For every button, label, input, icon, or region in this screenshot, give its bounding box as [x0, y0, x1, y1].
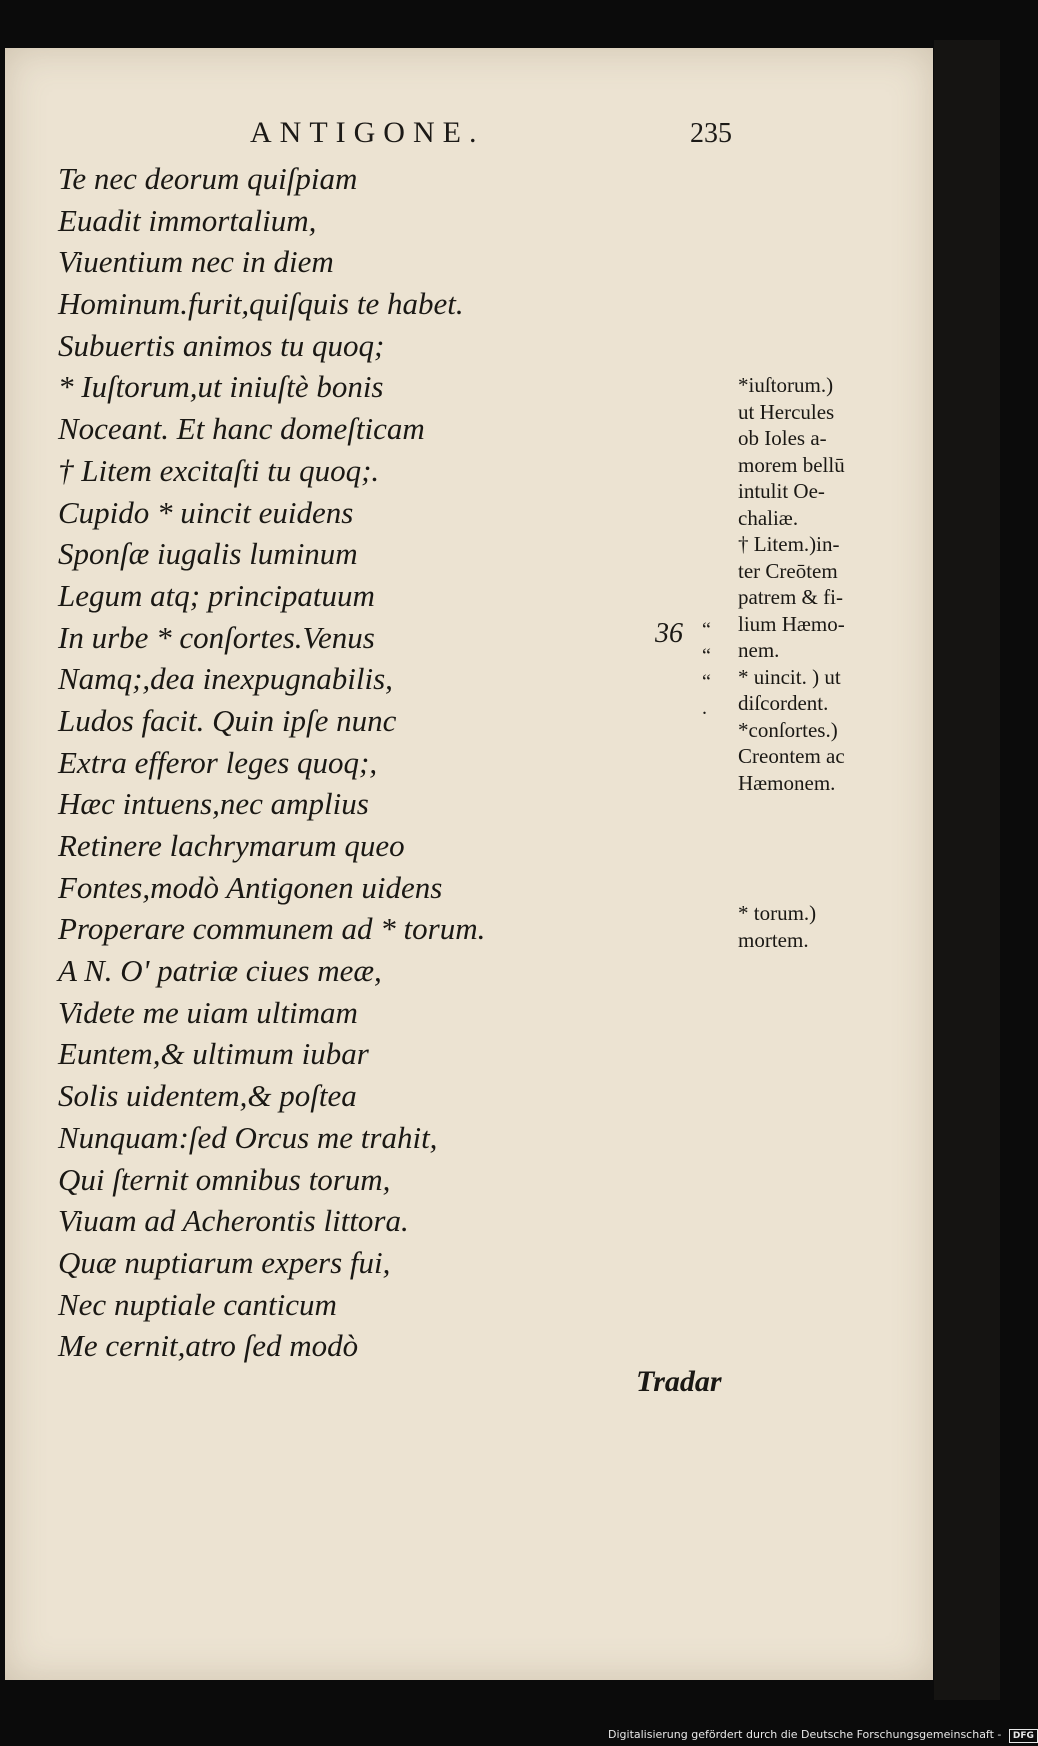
quote-mark: “: [702, 619, 711, 641]
marginal-notes-lower: [738, 900, 816, 954]
verse-line: Viuam ad Acherontis littora.: [58, 1203, 409, 1239]
verse-line: Solis uidentem,& poſtea: [58, 1078, 357, 1114]
quote-mark: .: [702, 697, 707, 719]
note-line: Hæmonem.: [738, 770, 836, 795]
marginal-notes: [738, 372, 845, 796]
verse-line: Hæc intuens,nec amplius: [58, 786, 369, 822]
verse-line: In urbe * conſortes.Venus: [58, 619, 375, 655]
verse-line: Subuertis animos tu quoq;: [58, 327, 385, 363]
verse-line: Videte me uiam ultimam: [58, 994, 358, 1030]
verse-line: Sponſæ iugalis luminum: [58, 536, 358, 572]
verse-line: Ludos facit. Quin ipſe nunc: [58, 702, 397, 738]
quote-mark: “: [702, 671, 711, 693]
note-line: chaliæ.: [738, 505, 799, 530]
verse-line: Euntem,& ultimum iubar: [58, 1036, 369, 1072]
note-line: Creontem ac: [738, 744, 845, 768]
note-line: ut Hercules: [738, 399, 835, 424]
verse-line: * Iuſtorum,ut iniuſtè bonis: [58, 369, 384, 405]
note-line: lium Hæmo-: [738, 611, 845, 636]
note-line: patrem & fi-: [738, 585, 843, 609]
line-number: 36: [655, 618, 683, 649]
verse-line: Retinere lachrymarum queo: [58, 828, 405, 863]
verse-line: Quæ nuptiarum expers fui,: [58, 1244, 391, 1280]
note-line: * uincit. ) ut: [738, 664, 841, 689]
verse-line: Properare communem ad * torum.: [58, 911, 486, 947]
note-line: diſcordent.: [738, 691, 829, 715]
quote-mark: “: [702, 645, 711, 667]
running-head: ANTIGONE.: [250, 116, 485, 149]
verse-line: Noceant. Et hanc domeſticam: [58, 411, 425, 447]
verse-line: Euadit immortalium,: [58, 202, 317, 238]
note-line: ter Creōtem: [738, 558, 838, 583]
verse-line: Nunquam:ſed Orcus me trahit,: [58, 1119, 438, 1155]
verse-line: Qui ſternit omnibus torum,: [58, 1161, 391, 1197]
page-number: 235: [690, 118, 732, 149]
verse-text: [58, 158, 485, 1367]
verse-line: Nec nuptiale canticum: [58, 1286, 337, 1322]
credit-text: Digitalisierung gefördert durch die Deutsche Forschungsgemeinschaft -: [608, 1728, 1002, 1741]
note-line: † Litem.)in-: [738, 532, 840, 556]
verse-line: A N. O' patriæ ciues meæ,: [58, 953, 382, 989]
note-line: ob Ioles a-: [738, 426, 827, 450]
dfg-logo: DFG: [1009, 1729, 1038, 1743]
verse-line: Namq;,dea inexpugnabilis,: [58, 661, 393, 697]
verse-line: Te nec deorum quiſpiam: [58, 161, 358, 196]
note-line: mortem.: [738, 928, 809, 952]
verse-line: † Litem excitaſti tu quoq;.: [58, 452, 380, 488]
verse-line: Extra efferor leges quoq;,: [58, 744, 378, 780]
quotation-marks: [702, 617, 711, 721]
note-line: morem bellū: [738, 452, 845, 477]
note-line: nem.: [738, 638, 780, 662]
verse-line: Legum atq; principatuum: [58, 577, 375, 613]
verse-line: Me cernit,atro ſed modò: [58, 1328, 359, 1364]
note-line: *iuſtorum.): [738, 373, 834, 397]
adjacent-page-edge: [934, 40, 1000, 1700]
note-line: *conſortes.): [738, 717, 838, 742]
verse-line: Fontes,modò Antigonen uidens: [58, 869, 443, 905]
verse-line: Viuentium nec in diem: [58, 244, 334, 280]
note-line: intulit Oe-: [738, 479, 825, 503]
verse-line: Hominum.furit,quiſquis te habet.: [58, 286, 464, 322]
digitization-credit: [608, 1728, 1038, 1743]
catchword: Tradar: [636, 1365, 722, 1398]
note-line: * torum.): [738, 901, 817, 925]
verse-line: Cupido * uincit euidens: [58, 494, 354, 530]
